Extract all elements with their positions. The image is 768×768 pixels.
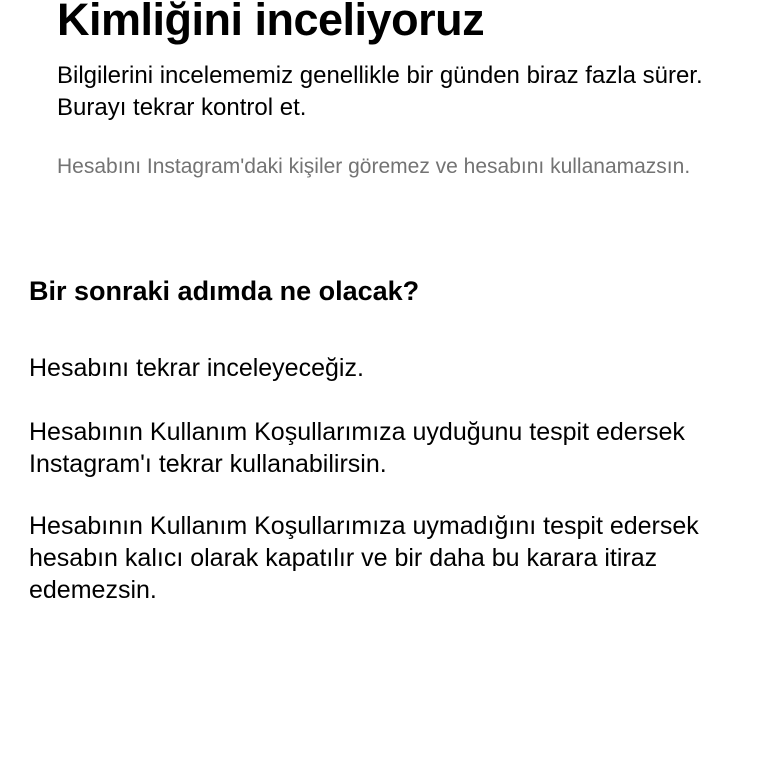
review-description: Bilgilerini incelememiz genellikle bir günden biraz fazla sürer. Burayı tekrar kontrol et. <box>57 62 703 121</box>
next-steps-heading: Bir sonraki adımda ne olacak? <box>29 276 420 306</box>
next-step-paragraph: Hesabını tekrar inceleyeceğiz. <box>29 354 364 382</box>
next-step-paragraph: Hesabının Kullanım Koşullarımıza uymadığını tespit edersek hesabın kalıcı olarak kapatılır ve bir daha bu karara itiraz edemezsin. <box>29 512 699 604</box>
account-hidden-note: Hesabını Instagram'daki kişiler göremez ve hesabını kullanamazsın. <box>57 155 691 178</box>
page-title: Kimliğini inceliyoruz <box>57 0 485 45</box>
next-step-paragraph: Hesabının Kullanım Koşullarımıza uyduğunu tespit edersek Instagram'ı tekrar kullanabilirsin. <box>29 418 685 478</box>
